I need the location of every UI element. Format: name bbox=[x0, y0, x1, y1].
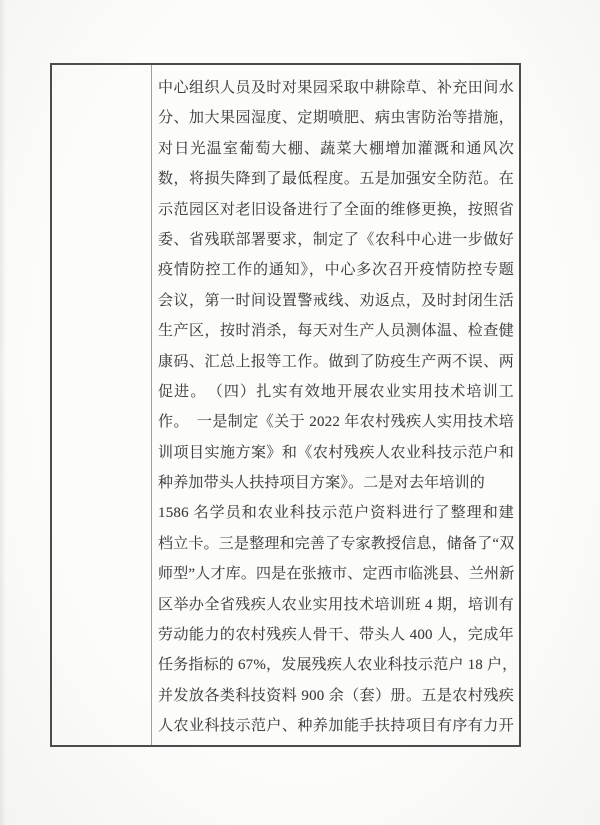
text-line: 委、省残联部署要求，制定了《农科中心进一步做好 bbox=[158, 231, 514, 248]
text-line: 分、加大果园湿度、定期喷肥、病虫害防治等措施， bbox=[158, 110, 514, 127]
text-line: 1586 名学员和农业科技示范户资料进行了整理和建 bbox=[158, 505, 514, 522]
report-paragraph-lines bbox=[158, 73, 518, 742]
text-line: 任务指标的 67%，发展残疾人农业科技示范户 18 户， bbox=[158, 657, 518, 674]
text-line: 档立卡。三是整理和完善了专家教授信息，储备了“双 bbox=[158, 535, 515, 552]
table-text-cell bbox=[152, 65, 519, 745]
table-left-cell-empty bbox=[52, 65, 152, 745]
text-line: 康码、汇总上报等工作。做到了防疫生产两不误、两 bbox=[158, 353, 514, 370]
text-line: 对日光温室葡萄大棚、蔬菜大棚增加灌溉和通风次 bbox=[158, 140, 514, 157]
text-line: 训项目实施方案》和《农村残疾人农业科技示范户和 bbox=[158, 444, 514, 461]
text-line: 生产区，按时消杀，每天对生产人员测体温、检查健 bbox=[158, 323, 514, 340]
text-line: 作。 一是制定《关于 2022 年农村残疾人实用技术培 bbox=[158, 414, 514, 431]
text-line: 疫情防控工作的通知》，中心多次召开疫情防控专题 bbox=[158, 262, 514, 279]
report-table bbox=[50, 63, 521, 747]
text-line: 会议，第一时间设置警戒线、劝返点，及时封闭生活 bbox=[158, 292, 514, 309]
text-line: 并发放各类科技资料 900 余（套）册。五是农村残疾 bbox=[158, 687, 514, 704]
scan-edge-shadow bbox=[0, 0, 6, 825]
text-line: 劳动能力的农村残疾人骨干、带头人 400 人，完成年 bbox=[158, 627, 514, 644]
text-line: 人农业科技示范户、种养加能手扶持项目有序有力开 bbox=[158, 718, 514, 735]
text-line: 数，将损失降到了最低程度。五是加强安全防范。在 bbox=[158, 171, 514, 188]
text-line: 中心组织人员及时对果园采取中耕除草、补充田间水 bbox=[158, 80, 514, 96]
text-line: 师型”人才库。四是在张掖市、定西市临洮县、兰州新 bbox=[158, 566, 515, 583]
text-line: 促进。 （四）扎实有效地开展农业实用技术培训工 bbox=[158, 383, 514, 400]
text-line: 区举办全省残疾人农业实用技术培训班 4 期，培训有 bbox=[158, 596, 514, 613]
text-line: 示范园区对老旧设备进行了全面的维修更换，按照省 bbox=[158, 201, 514, 218]
text-line: 种养加带头人扶持项目方案》。二是对去年培训的 bbox=[158, 475, 485, 492]
